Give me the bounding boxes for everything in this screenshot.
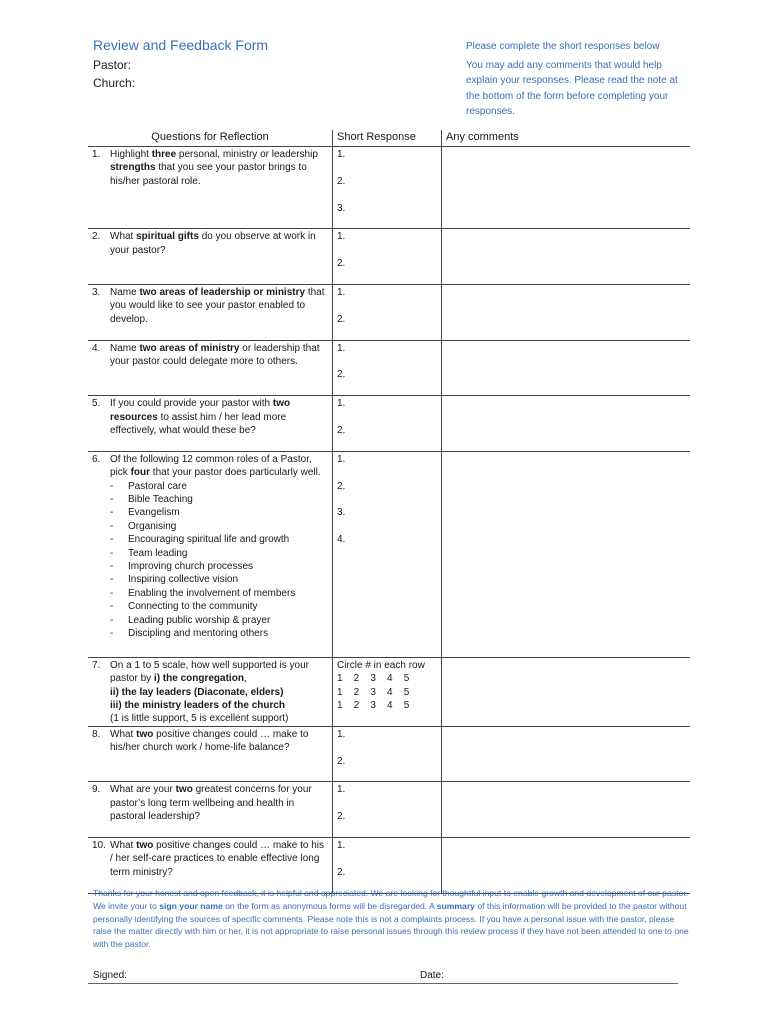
question-emphasis: two [136,728,154,740]
short-response-cell[interactable] [333,451,442,657]
bullet-dash: - [110,507,114,519]
question-emphasis: strengths [110,162,156,174]
list-item [110,614,328,627]
instructions-line-2: You may add any comments that would help explain your responses. Please read the note at the bottom of the form before completing your responses. [466,59,678,117]
question-number: 1. [92,149,101,160]
question-cell [88,229,333,285]
bullet-dash: - [110,574,114,586]
response-number: 2. [337,480,346,492]
role-label: Leading public worship & prayer [128,614,271,626]
question-emphasis: four [130,467,151,479]
question-fragment: that your pastor does particularly well. [150,467,321,479]
role-label: Organising [128,520,177,532]
bullet-dash: - [110,561,114,573]
question-number: 4. [92,342,101,354]
question-fragment: , [243,673,247,685]
question-fragment: to assist him / her lead more effectively, what would these be? [110,411,287,436]
response-number: 1. [337,453,346,465]
role-label: Enabling the involvement of members [128,587,296,599]
footer-text-c: of this information will be provided to the pastor without personally identifying the sources of specific comments. Please note this is not a complaints process. If you have a personal issue with the pastor, please raise the matter directly with him or her, it is not appropriate to raise personal issues through this review process if they have not been attended to one to one with the pastor. [93,900,689,950]
question-fragment: that you would like to see your pastor enabled to develop. [110,286,325,325]
role-label: Bible Teaching [128,493,193,505]
list-item [110,627,328,640]
footer-bold-summary: summary [436,900,475,911]
short-response-cell[interactable] [333,837,442,893]
question-number: 7. [92,659,101,671]
roles-list [92,480,328,641]
question-emphasis: ii) the lay leaders (Diaconate, elders) [110,686,284,698]
bullet-dash: - [110,614,114,626]
short-response-cell[interactable] [333,726,442,782]
comments-cell[interactable] [442,340,691,396]
table-row [88,782,690,838]
response-number: 1. [337,149,346,160]
role-label: Improving church processes [128,561,254,573]
question-fragment: (1 is little support, 5 is excellent support) [110,713,289,725]
question-fragment: What are your [110,784,176,796]
question-emphasis: two [175,784,193,796]
short-response-cell[interactable] [333,782,442,838]
table-row [88,284,690,340]
question-text [110,286,328,326]
question-cell [88,726,333,782]
question-fragment: greatest concerns for your pastor’s long term wellbeing and health in pastoral leadership? [110,784,312,823]
bullet-dash: - [110,493,114,505]
question-emphasis: i) the congregation [153,673,244,685]
table-row [88,147,690,229]
question-text [110,659,328,726]
list-item [110,533,328,546]
question-text [110,728,328,755]
bullet-dash: - [110,587,114,599]
list-item [110,573,328,586]
footer-text-a: Thanks for your honest and open feedback, it is helpful and appreciated. We are looking for thoughtful input to enable growth and development of our pastor. We invite your to [93,888,689,911]
bullet-dash: - [110,480,114,492]
question-fragment: If you could provide your pastor with [110,398,273,410]
list-item [110,600,328,613]
bullet-dash: - [110,601,114,613]
questions-table [88,130,690,894]
table-row [88,229,690,285]
table-row [88,657,690,726]
question-text [110,783,328,823]
question-number: 9. [92,784,101,796]
rating-row: Circle # in each row [337,659,425,671]
question-cell [88,657,333,726]
response-number: 3. [337,202,346,214]
table-row [88,451,690,657]
signature-line [88,983,678,984]
list-item [110,480,328,493]
question-fragment: positive changes could … make to his/her church work / home-life balance? [110,728,309,754]
comments-cell[interactable] [442,782,691,838]
question-cell [88,782,333,838]
comments-cell[interactable] [442,451,691,657]
comments-cell[interactable] [442,837,691,893]
question-number: 10. [92,839,106,851]
question-cell [88,340,333,396]
response-number: 2. [337,258,346,270]
question-text [110,397,328,437]
response-number: 2. [337,811,346,823]
short-response-cell[interactable] [333,340,442,396]
comments-cell[interactable] [442,229,691,285]
list-item [110,520,328,533]
footer-bold-sign-name: sign your name [159,900,223,911]
response-number: 1. [337,728,346,740]
question-number: 8. [92,728,101,740]
list-item [110,560,328,573]
questions-body [88,147,690,894]
table-row [88,396,690,452]
question-cell [88,284,333,340]
role-label: Team leading [128,547,188,559]
comments-cell[interactable] [442,396,691,452]
question-emphasis: spiritual gifts [136,231,199,243]
pastor-label: Pastor: [93,58,132,72]
question-cell [88,147,333,229]
list-item [110,506,328,519]
table-row [88,837,690,893]
question-text [110,839,328,879]
role-label: Pastoral care [128,480,187,492]
response-number: 2. [337,424,346,436]
role-label: Inspiring collective vision [128,574,239,586]
comments-cell[interactable] [442,147,691,229]
short-response-cell[interactable] [333,657,442,726]
question-fragment: do you observe at work in your pastor? [110,231,316,256]
footer-text-b: on the form as anonymous forms will be disregarded. A [222,900,437,911]
signed-label: Signed: [93,970,127,981]
response-number: 4. [337,534,346,546]
question-text [110,342,328,369]
question-fragment: personal, ministry or leadership [176,149,318,160]
rating-row: 1 2 3 4 5 [337,699,410,711]
bullet-dash: - [110,628,114,640]
question-emphasis: two areas of leadership or ministry [139,286,306,298]
bullet-dash: - [110,534,114,546]
question-number: 2. [92,231,101,243]
bullet-dash: - [110,547,114,559]
header-short-response: Short Response [333,130,442,147]
rating-row: 1 2 3 4 5 [337,686,410,698]
short-response-cell[interactable] [333,284,442,340]
question-text [110,230,328,257]
comments-cell[interactable] [442,726,691,782]
question-fragment: positive changes could … make to his / her self-care practices to enable effective long term ministry? [110,839,324,878]
response-number: 3. [337,507,346,519]
question-emphasis: two areas of ministry [139,342,240,354]
response-number: 1. [337,231,346,243]
question-fragment: that you see your pastor brings to his/her pastoral role. [110,162,307,187]
role-label: Discipling and mentoring others [128,628,269,640]
question-fragment: What [110,839,137,851]
question-fragment: Name [110,286,140,298]
question-number: 5. [92,398,101,410]
response-number: 1. [337,784,346,796]
question-fragment: Name [110,342,140,354]
instructions-line-1: Please complete the short responses below [466,41,660,52]
question-fragment: Highlight [110,149,152,160]
response-number: 2. [337,866,346,878]
header-questions: Questions for Reflection [88,130,333,147]
role-label: Connecting to the community [128,601,258,613]
list-item [110,547,328,560]
role-label: Evangelism [128,507,180,519]
response-number: 1. [337,839,346,851]
comments-cell[interactable] [442,657,691,726]
response-number: 2. [337,313,346,325]
question-text [110,453,328,480]
response-number: 1. [337,342,346,354]
short-response-cell[interactable] [333,229,442,285]
short-response-cell[interactable] [333,147,442,229]
response-number: 2. [337,175,346,187]
question-emphasis: three [151,149,177,160]
response-number: 2. [337,755,346,767]
question-number: 3. [92,286,101,298]
question-fragment: Of the following 12 common roles of a Pastor, pick [110,453,312,479]
comments-cell[interactable] [442,284,691,340]
question-number: 6. [92,453,101,465]
question-text [110,148,328,188]
question-emphasis: two [136,839,154,851]
footer-note [93,887,693,951]
table-row [88,726,690,782]
question-fragment: What [110,728,137,740]
question-fragment: or leadership that your pastor could delegate more to others. [110,342,320,367]
response-number: 1. [337,286,346,298]
bullet-dash: - [110,520,114,532]
table-header-row [88,130,690,147]
question-emphasis: two resources [110,398,291,423]
response-number: 2. [337,369,346,381]
church-label: Church: [93,76,136,90]
question-cell [88,451,333,657]
question-cell [88,396,333,452]
question-fragment: On a 1 to 5 scale, how well supported is your pastor by [110,659,309,685]
header-comments: Any comments [442,130,691,147]
question-emphasis: iii) the ministry leaders of the church [110,699,286,711]
question-fragment: What [110,231,137,243]
rating-row: 1 2 3 4 5 [337,673,410,685]
response-number: 1. [337,398,346,410]
list-item [110,587,328,600]
short-response-cell[interactable] [333,396,442,452]
date-label: Date: [420,970,444,981]
question-cell [88,837,333,893]
table-row [88,340,690,396]
instructions-note [466,39,686,123]
form-title: Review and Feedback Form [93,37,269,53]
list-item [110,493,328,506]
role-label: Encouraging spiritual life and growth [128,534,290,546]
